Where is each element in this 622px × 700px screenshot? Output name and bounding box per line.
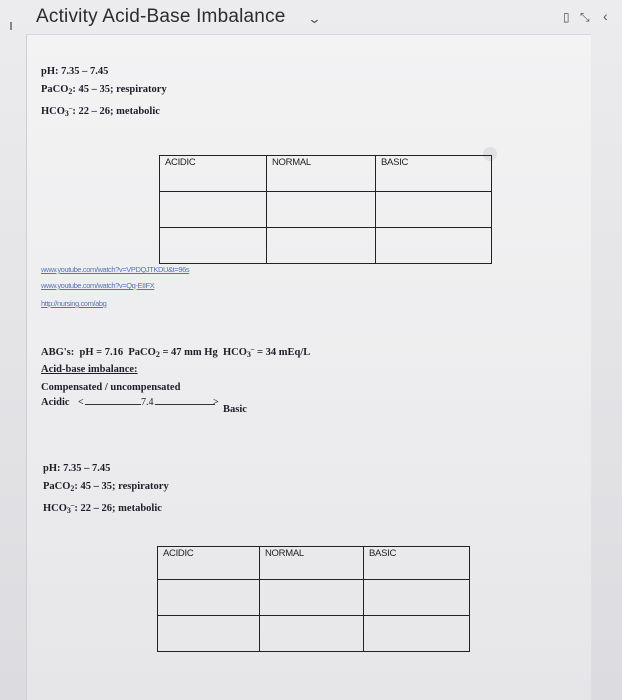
abg-paco2-label: PaCO bbox=[128, 347, 156, 358]
acid-base-table-1 bbox=[159, 155, 492, 264]
abg-hco3-superscript: – bbox=[250, 345, 255, 353]
abg-values-line bbox=[41, 345, 310, 359]
paco2-subscript: 2 bbox=[70, 484, 75, 493]
paco2-range bbox=[41, 84, 167, 96]
table-cell[interactable] bbox=[260, 580, 364, 616]
table-cell[interactable] bbox=[260, 616, 364, 652]
ph-scale-right bbox=[155, 404, 215, 405]
document-page bbox=[26, 34, 591, 700]
resource-link-3[interactable]: http://nursing.com/abg bbox=[41, 299, 107, 308]
table-cell[interactable] bbox=[160, 228, 267, 264]
abg-hco3-subscript: 3 bbox=[246, 350, 251, 359]
back-chevron-icon[interactable]: ‹ bbox=[603, 8, 608, 24]
compensation-label: Compensated / uncompensated bbox=[41, 382, 181, 393]
column-header-basic: BASIC bbox=[381, 157, 409, 168]
table-cell[interactable] bbox=[160, 156, 267, 192]
acidic-label: Acidic bbox=[41, 397, 70, 408]
hco3-subscript: 3 bbox=[64, 109, 69, 118]
basic-label: Basic bbox=[223, 404, 247, 415]
resource-link-2[interactable]: www.youtube.com/watch?v=Qq-EIIFX bbox=[41, 281, 155, 290]
abg-paco2-subscript: 2 bbox=[155, 350, 160, 359]
left-arrow-icon: < bbox=[78, 397, 84, 408]
column-header-acidic: ACIDIC bbox=[165, 157, 196, 168]
hco3-range bbox=[43, 501, 162, 515]
ph-range: pH: 7.35 – 7.45 bbox=[41, 66, 109, 77]
column-header-basic: BASIC bbox=[369, 548, 397, 559]
table-cell[interactable] bbox=[158, 547, 260, 580]
table-cell[interactable] bbox=[158, 616, 260, 652]
table-header-row bbox=[158, 547, 470, 580]
document-title[interactable]: Activity Acid-Base Imbalance bbox=[36, 6, 286, 27]
table-row bbox=[160, 228, 492, 264]
hco3-superscript: – bbox=[70, 501, 75, 509]
table-cell[interactable] bbox=[376, 192, 492, 228]
paco2-label: PaCO bbox=[43, 481, 71, 492]
table-cell[interactable] bbox=[376, 156, 492, 192]
title-chevron-down-icon[interactable]: ⌄ bbox=[307, 11, 322, 26]
abg-paco2-value: = 47 mm Hg bbox=[159, 347, 218, 358]
hco3-range bbox=[41, 104, 160, 118]
hco3-superscript: – bbox=[68, 104, 73, 112]
table-cell[interactable] bbox=[267, 156, 376, 192]
table-row bbox=[158, 616, 470, 652]
table-cell[interactable] bbox=[364, 547, 470, 580]
table-row bbox=[158, 580, 470, 616]
hco3-subscript: 3 bbox=[66, 506, 71, 515]
hco3-range-text: : 22 – 26; metabolic bbox=[74, 503, 162, 514]
table-header-row bbox=[160, 156, 492, 192]
expand-icon[interactable]: ⤡ bbox=[580, 10, 590, 24]
paco2-range bbox=[43, 481, 169, 493]
paco2-subscript: 2 bbox=[68, 87, 73, 96]
hco3-label: HCO bbox=[41, 106, 65, 117]
right-arrow-icon: > bbox=[213, 397, 219, 408]
table-cell[interactable] bbox=[376, 228, 492, 264]
abg-ph-value: pH = 7.16 bbox=[79, 347, 124, 358]
column-header-normal: NORMAL bbox=[272, 157, 311, 168]
table-cell[interactable] bbox=[260, 547, 364, 580]
top-bar bbox=[0, 0, 622, 34]
table-cell[interactable] bbox=[267, 192, 376, 228]
abg-label: ABG's: bbox=[41, 347, 75, 358]
page-icon[interactable]: ▯ bbox=[563, 10, 570, 24]
column-header-normal: NORMAL bbox=[265, 548, 304, 559]
hco3-label: HCO bbox=[43, 503, 67, 514]
acid-base-table-2 bbox=[157, 546, 470, 652]
table-cell[interactable] bbox=[364, 580, 470, 616]
paco2-range-text: : 45 – 35; respiratory bbox=[74, 481, 169, 492]
table-cell[interactable] bbox=[267, 228, 376, 264]
paco2-range-text: : 45 – 35; respiratory bbox=[72, 84, 167, 95]
table-cell[interactable] bbox=[158, 580, 260, 616]
table-row bbox=[160, 192, 492, 228]
abg-hco3-value: = 34 mEq/L bbox=[254, 347, 311, 358]
imbalance-label: Acid-base imbalance: bbox=[41, 364, 138, 375]
paco2-label: PaCO bbox=[41, 84, 69, 95]
ph-midpoint: 7.4 bbox=[141, 397, 154, 408]
ph-scale-left bbox=[85, 404, 141, 405]
table-cell[interactable] bbox=[160, 192, 267, 228]
ph-range: pH: 7.35 – 7.45 bbox=[43, 463, 111, 474]
column-header-acidic: ACIDIC bbox=[163, 548, 194, 559]
hco3-range-text: : 22 – 26; metabolic bbox=[72, 106, 160, 117]
abg-hco3-label: HCO bbox=[222, 347, 247, 358]
resource-link-1[interactable]: www.youtube.com/watch?v=VPDQJTKDU&t=96s bbox=[41, 265, 190, 274]
table-cell[interactable] bbox=[364, 616, 470, 652]
